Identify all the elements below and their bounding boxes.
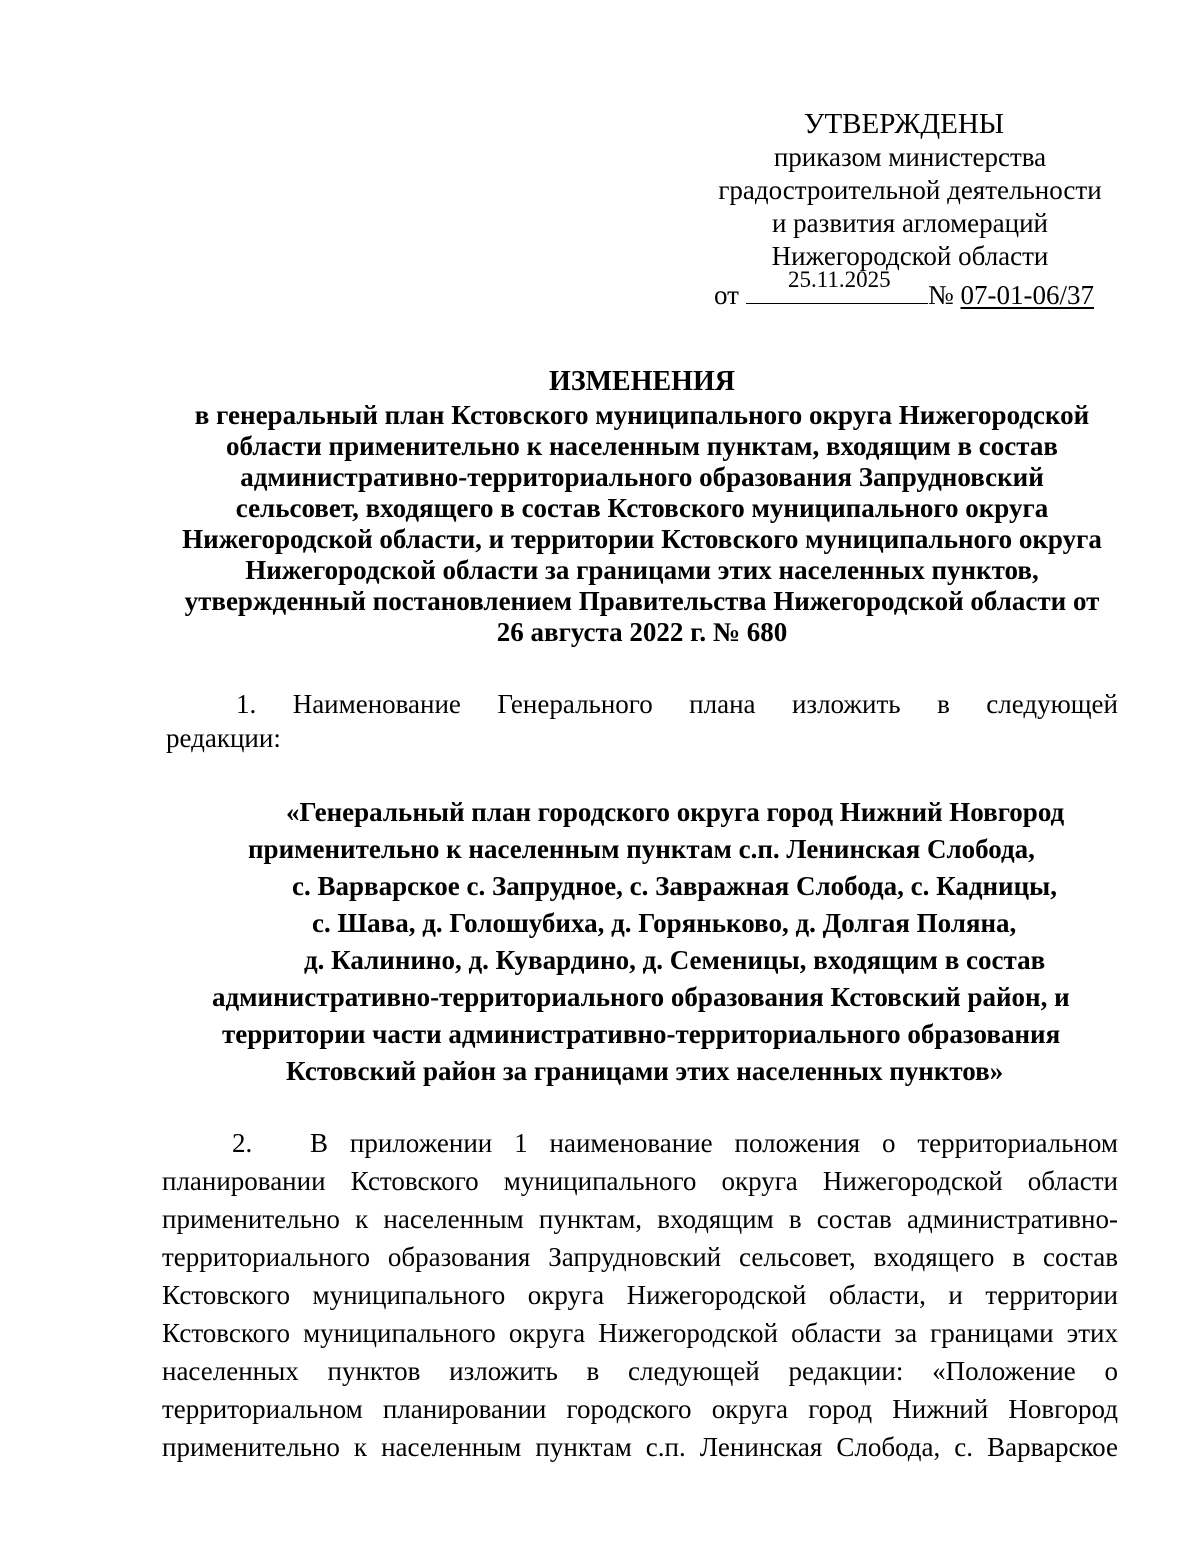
date-underline	[746, 303, 928, 304]
approval-number: 07-01-06/37	[960, 280, 1094, 310]
heading-line: области применительно к населенным пунктам, входящим в состав	[226, 431, 1058, 461]
item2-line: территориального образования Запрудновский сельсовет, входящего в состав	[162, 1242, 1118, 1272]
heading-line: Нижегородской области за границами этих населенных пунктов,	[245, 555, 1039, 585]
quote-line: Кстовский район за границами этих населенных пунктов»	[286, 1056, 1004, 1086]
approval-number-group	[928, 279, 1094, 312]
item2-line: Кстовского муниципального округа Нижегородской области, и территории	[162, 1280, 1118, 1310]
number-prefix: №	[928, 280, 954, 310]
heading-title: ИЗМЕНЕНИЯ	[549, 366, 735, 397]
item1-word: следующей	[986, 689, 1118, 719]
document-heading	[150, 366, 1134, 648]
quote-line: с. Шава, д. Голошубиха, д. Горяньково, д. Долгая Поляна,	[312, 908, 1017, 938]
approval-date: 25.11.2025	[788, 267, 891, 292]
item1-word: Наименование	[292, 689, 461, 719]
heading-line: сельсовет, входящего в состав Кстовского муниципального округа	[235, 493, 1049, 523]
item2-line: территориальном планировании городского округа город Нижний Новгород	[162, 1394, 1118, 1424]
item1-word: изложить	[791, 689, 901, 719]
item2-line: планировании Кстовского муниципального округа Нижегородской области	[162, 1166, 1118, 1196]
approval-date-line	[700, 267, 1120, 311]
item2-first-line	[162, 1124, 1118, 1162]
quote-line: территории части административно-территориального образования	[222, 1019, 1061, 1049]
item1-word: в	[937, 689, 950, 719]
quote-line: применительно к населенным пунктам с.п. Ленинская Слобода,	[248, 834, 1035, 864]
quote-line: д. Калинино, д. Кувардино, д. Семеницы, входящим в состав	[304, 945, 1046, 975]
heading-line: Нижегородской области, и территории Кстовского муниципального округа	[182, 524, 1102, 554]
heading-line: утвержденный постановлением Правительства Нижегородской области от	[184, 586, 1100, 616]
approval-line: градостроительной деятельности	[718, 175, 1102, 205]
item1-word: плана	[689, 689, 756, 719]
quote-line: административно-территориального образования Кстовский район, и	[212, 982, 1070, 1012]
item2-line: применительно к населенным пунктам с.п. Ленинская Слобода, с. Варварское	[162, 1432, 1118, 1462]
approval-title: УТВЕРЖДЕНЫ	[803, 108, 1005, 140]
approval-line: приказом министерства	[773, 142, 1047, 172]
item1-word: Генерального	[497, 689, 653, 719]
approval-line: и развития агломераций	[771, 208, 1048, 238]
item1-number: 1.	[236, 689, 257, 719]
item2-line: Кстовского муниципального округа Нижегородской области за границами этих	[162, 1318, 1118, 1348]
item2-number: 2.	[232, 1128, 253, 1158]
item2-paragraph	[162, 1124, 1118, 1466]
heading-line: 26 августа 2022 г. № 680	[496, 617, 788, 647]
heading-line: административно-территориального образования Запрудновский	[240, 462, 1044, 492]
item1-first-line	[166, 688, 1118, 721]
item2-line: населенных пунктов изложить в следующей редакции: «Положение о	[162, 1356, 1118, 1386]
approval-line: Нижегородской области	[771, 241, 1049, 271]
quote-line: с. Варварское с. Запрудное, с. Завражная Слобода, с. Кадницы,	[292, 871, 1057, 901]
approval-block	[700, 108, 1120, 311]
heading-line: в генеральный план Кстовского муниципального округа Нижегородской	[194, 400, 1090, 430]
item2-line: применительно к населенным пунктам, входящим в состав административно-	[162, 1204, 1118, 1234]
item2-line: В приложении 1 наименование положения о территориальном	[310, 1128, 1118, 1158]
quoted-new-title	[150, 794, 1150, 1090]
item1-continuation: редакции:	[166, 723, 281, 753]
date-prefix: от	[714, 280, 739, 310]
quote-line: «Генеральный план городского округа город Нижний Новгород	[286, 797, 1065, 827]
